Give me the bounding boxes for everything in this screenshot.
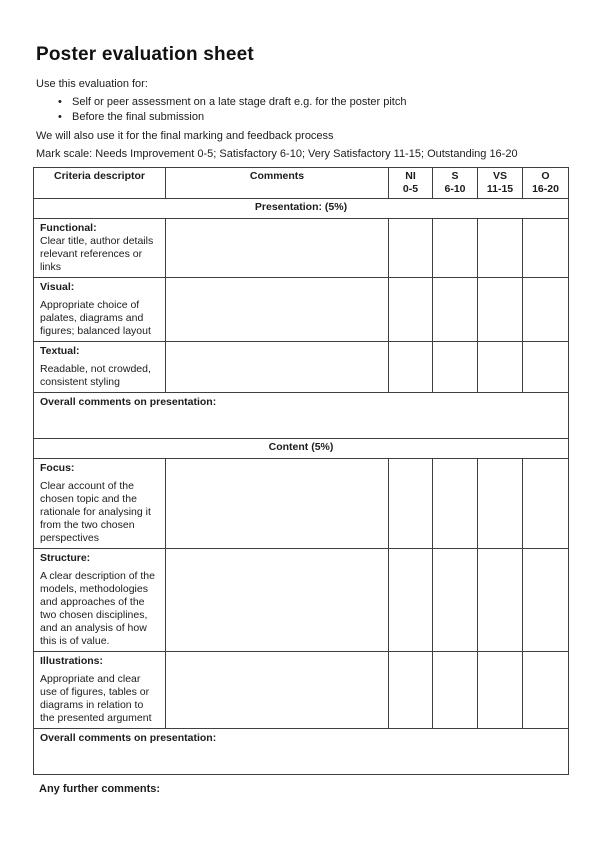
score-cell-o[interactable] — [523, 652, 569, 729]
bullet-item: • Self or peer assessment on a late stage draft e.g. for the poster pitch — [36, 95, 568, 110]
page-title: Poster evaluation sheet — [36, 44, 254, 65]
bullet-list — [36, 95, 568, 125]
score-cell-o[interactable] — [523, 278, 569, 342]
criteria-desc: Clear title, author details relevant references or links — [40, 235, 154, 273]
criteria-label: Illustrations: — [40, 655, 104, 667]
score-cell-vs[interactable] — [478, 459, 523, 549]
score-cell-o[interactable] — [523, 549, 569, 652]
score-range: 6-10 — [444, 183, 466, 195]
score-cell-vs[interactable] — [478, 278, 523, 342]
score-abbr: VS — [492, 170, 507, 182]
comment-cell[interactable] — [166, 652, 389, 729]
criteria-label: Structure: — [40, 552, 91, 564]
score-range: 11-15 — [486, 183, 514, 195]
criteria-label: Focus: — [40, 462, 75, 474]
score-cell-vs[interactable] — [478, 652, 523, 729]
score-cell-ni[interactable] — [389, 459, 433, 549]
criteria-desc: A clear description of the models, methodologies and approaches of the two chosen disciplines, and an analysis of how this is of value. — [40, 570, 155, 647]
criteria-row — [34, 459, 569, 549]
comment-cell[interactable] — [166, 219, 389, 278]
criteria-cell — [34, 342, 166, 393]
criteria-row — [34, 342, 569, 393]
section-heading: Presentation: (5%) — [34, 199, 569, 219]
score-cell-s[interactable] — [433, 278, 478, 342]
col-header-o — [523, 168, 569, 199]
score-cell-s[interactable] — [433, 219, 478, 278]
score-cell-ni[interactable] — [389, 549, 433, 652]
score-cell-vs[interactable] — [478, 549, 523, 652]
criteria-label: Visual: — [40, 281, 75, 293]
score-cell-s[interactable] — [433, 652, 478, 729]
score-abbr: S — [451, 170, 459, 182]
criteria-row — [34, 219, 569, 278]
score-range: 16-20 — [532, 183, 559, 195]
criteria-row — [34, 549, 569, 652]
score-abbr: NI — [405, 170, 416, 182]
score-cell-o[interactable] — [523, 342, 569, 393]
col-header-comments: Comments — [166, 168, 389, 199]
col-header-s — [433, 168, 478, 199]
score-cell-vs[interactable] — [478, 342, 523, 393]
comment-cell[interactable] — [166, 342, 389, 393]
criteria-desc: Clear account of the chosen topic and the rationale for analysing it from the two chosen perspectives — [40, 480, 151, 544]
score-cell-o[interactable] — [523, 459, 569, 549]
score-cell-vs[interactable] — [478, 219, 523, 278]
score-cell-s[interactable] — [433, 459, 478, 549]
bullet-item: • Before the final submission — [36, 110, 568, 125]
section-heading: Content (5%) — [34, 439, 569, 459]
mark-scale-text: Mark scale: Needs Improvement 0-5; Satisfactory 6-10; Very Satisfactory 11-15; Outstanding 16-20 — [36, 148, 518, 160]
criteria-cell — [34, 652, 166, 729]
criteria-label: Textual: — [40, 345, 80, 357]
criteria-cell — [34, 459, 166, 549]
intro-text: Use this evaluation for: — [36, 78, 148, 90]
note-text: We will also use it for the final marking and feedback process — [36, 130, 334, 142]
score-cell-ni[interactable] — [389, 219, 433, 278]
score-cell-s[interactable] — [433, 342, 478, 393]
section-heading-row — [34, 199, 569, 219]
criteria-desc: Appropriate choice of palates, diagrams and figures; balanced layout — [40, 299, 151, 337]
overall-comments-cell[interactable]: Overall comments on presentation: — [34, 393, 569, 439]
comment-cell[interactable] — [166, 278, 389, 342]
criteria-cell — [34, 549, 166, 652]
score-cell-ni[interactable] — [389, 278, 433, 342]
score-cell-s[interactable] — [433, 549, 478, 652]
comment-cell[interactable] — [166, 459, 389, 549]
score-cell-ni[interactable] — [389, 342, 433, 393]
criteria-row — [34, 652, 569, 729]
criteria-desc: Readable, not crowded, consistent styling — [40, 363, 151, 388]
criteria-cell — [34, 219, 166, 278]
table-header-row — [34, 168, 569, 199]
score-cell-o[interactable] — [523, 219, 569, 278]
score-cell-ni[interactable] — [389, 652, 433, 729]
overall-comments-row — [34, 729, 569, 775]
criteria-label: Functional: — [40, 222, 97, 234]
col-header-vs — [478, 168, 523, 199]
score-range: 0-5 — [402, 183, 419, 195]
criteria-desc: Appropriate and clear use of figures, tables or diagrams in relation to the presented argument — [40, 673, 152, 724]
overall-comments-cell[interactable]: Overall comments on presentation: — [34, 729, 569, 775]
col-header-ni — [389, 168, 433, 199]
comment-cell[interactable] — [166, 549, 389, 652]
col-header-criteria: Criteria descriptor — [34, 168, 166, 199]
score-abbr: O — [541, 170, 550, 182]
criteria-row — [34, 278, 569, 342]
evaluation-table — [33, 167, 569, 775]
criteria-cell — [34, 278, 166, 342]
evaluation-table-body — [34, 168, 569, 775]
section-heading-row — [34, 439, 569, 459]
overall-comments-row — [34, 393, 569, 439]
further-comments-label: Any further comments: — [39, 783, 161, 795]
